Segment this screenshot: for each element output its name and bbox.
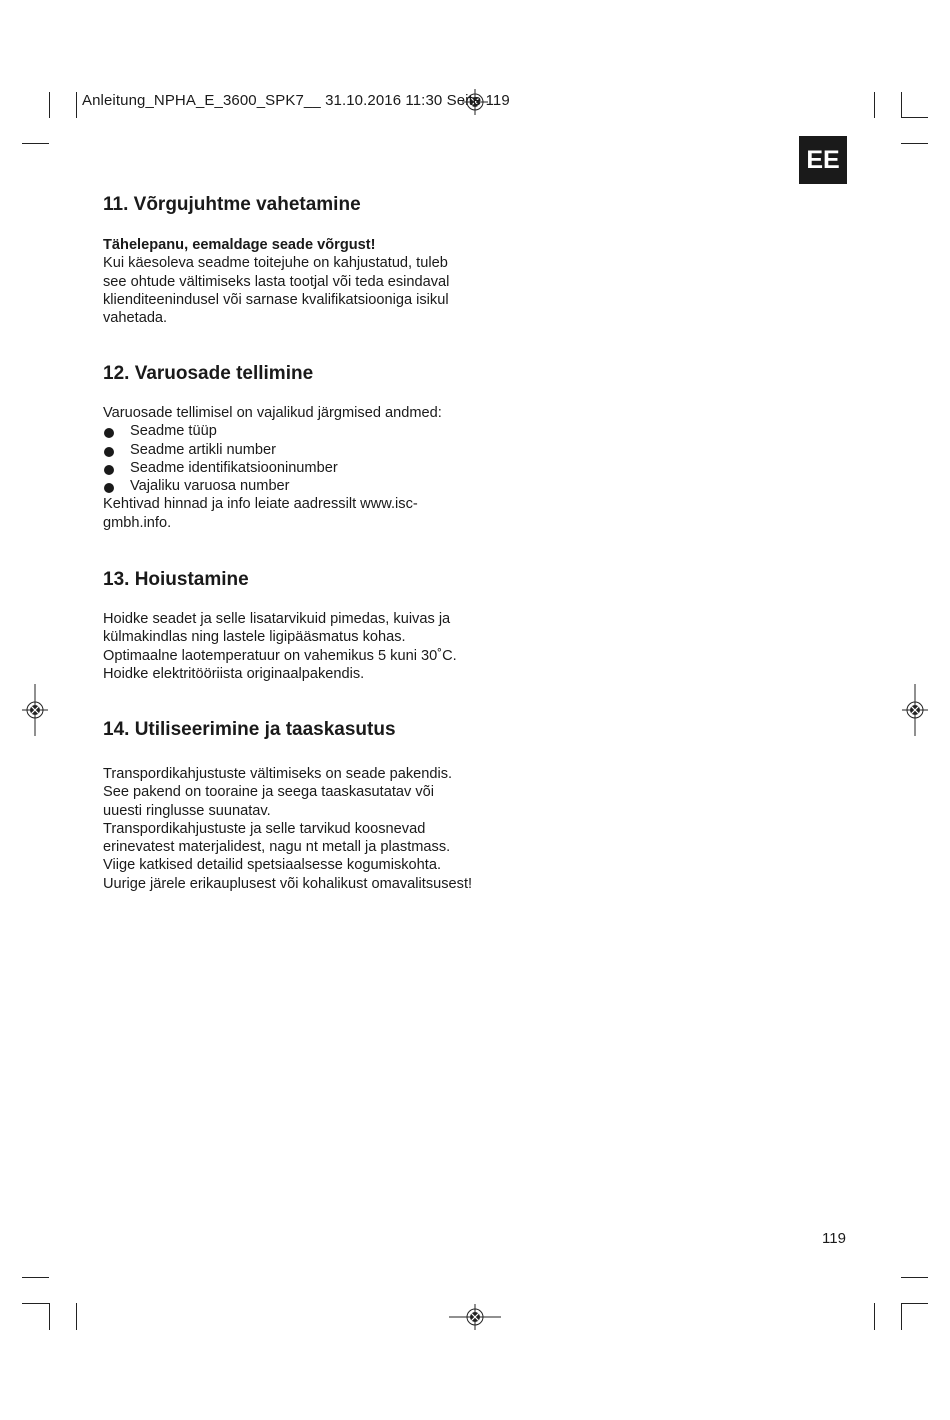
registration-mark-icon (902, 684, 928, 736)
bullet-list (103, 422, 473, 495)
crop-mark (22, 1303, 49, 1304)
crop-mark (49, 92, 50, 118)
crop-mark (901, 143, 928, 144)
crop-mark (76, 92, 77, 118)
crop-mark (901, 92, 902, 118)
list-item: Vajaliku varuosa number (103, 477, 473, 495)
warning-lead: Tähelepanu, eemaldage seade võrgust! (103, 237, 376, 253)
paragraph: Kui käesoleva seadme toitejuhe on kahjustatud, tuleb see ohtude vältimiseks lasta tootjal või teda esindaval klienditeenindusel või sarnase kvalifikatsiooniga isikul vahetada. (103, 255, 450, 327)
registration-mark-icon (22, 684, 48, 736)
crop-mark (901, 1303, 902, 1330)
crop-mark (874, 1303, 875, 1330)
crop-mark (901, 1277, 928, 1278)
section-heading: 14. Utiliseerimine ja taaskasutus (103, 719, 396, 740)
crop-mark (874, 92, 875, 118)
print-slug-line: Anleitung_NPHA_E_3600_SPK7__ 31.10.2016 11:30 Seite 119 (82, 92, 510, 109)
language-badge: EE (799, 136, 847, 184)
crop-mark (901, 117, 928, 118)
list-item: Seadme tüüp (103, 422, 473, 440)
registration-mark-icon (449, 1304, 501, 1330)
paragraph: Transpordikahjustuste ja selle tarvikud koosnevad erinevatest materjalidest, nagu nt metall ja plastmass. Viige katkised detailid spetsiaalsesse kogumiskohta. Uurige järele erikauplusest või kohalikust omavalitsusest! (103, 820, 473, 892)
section-body (103, 236, 473, 327)
paragraph: Kehtivad hinnad ja info leiate aadressilt www.isc-gmbh.info. (103, 496, 418, 531)
list-item: Seadme artikli number (103, 441, 473, 459)
crop-mark (901, 1303, 928, 1304)
section-body (103, 404, 473, 532)
paragraph: Varuosade tellimisel on vajalikud järgmised andmed: (103, 405, 442, 421)
page-number: 119 (822, 1230, 846, 1247)
crop-mark (22, 1277, 49, 1278)
section-heading: 11. Võrgujuhtme vahetamine (103, 194, 361, 215)
crop-mark (22, 143, 49, 144)
section-heading: 12. Varuosade tellimine (103, 363, 314, 384)
crop-mark (49, 1303, 50, 1330)
section-body (103, 610, 473, 683)
crop-mark (76, 1303, 77, 1330)
section-heading: 13. Hoiustamine (103, 569, 249, 590)
paragraph: Hoidke seadet ja selle lisatarvikuid pimedas, kuivas ja külmakindlas ning lastele ligipääsmatus kohas. Optimaalne laotemperatuur on vahemikus 5 kuni 30˚C. Hoidke elektritööriista originaalpakendis. (103, 611, 457, 682)
paragraph: Transpordikahjustuste vältimiseks on seade pakendis. See pakend on tooraine ja seega taaskasutatav või uuesti ringlusse suunatav. (103, 766, 453, 819)
section-body (103, 765, 473, 893)
list-item: Seadme identifikatsiooninumber (103, 459, 473, 477)
